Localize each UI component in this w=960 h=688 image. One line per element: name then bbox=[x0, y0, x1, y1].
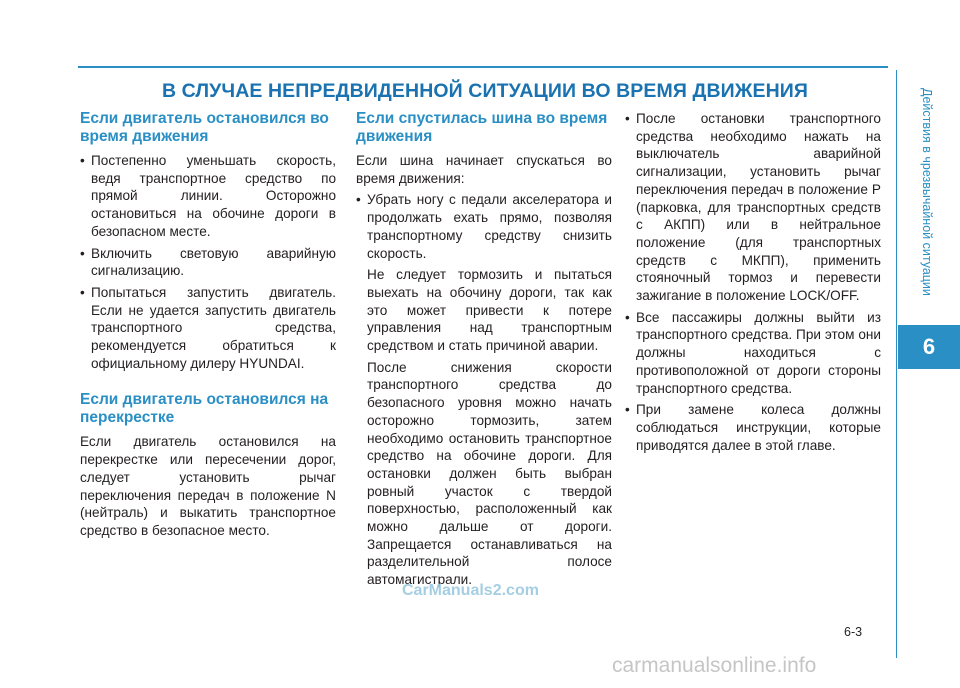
bullet-icon: • bbox=[625, 402, 630, 418]
column-1 bbox=[80, 110, 336, 540]
list-item: • Убрать ногу с педали акселератора и продолжать ехать прямо, позволяя транспортному средству снизить скорость. bbox=[356, 192, 612, 261]
top-rule bbox=[78, 66, 888, 68]
bullet-icon: • bbox=[80, 153, 85, 168]
note-paragraph-stopping: После снижения скорости транспортного средства до безопасного уровня можно начать осторожно тормозить, затем необходимо остановить транспортное средство на обочине дороги. Для остановки должен быть выбран ровный участок с твердой поверхностью, расположенный как можно дальше от дороги. Запрещается останавливаться на разделительной полосе автомагистрали. bbox=[367, 359, 612, 588]
watermark-carmanuals2: CarManuals2.com bbox=[402, 582, 539, 599]
bullet-list bbox=[356, 191, 612, 262]
watermark-carmanualsonline: carmanualsonline.info bbox=[612, 654, 817, 677]
page-number: 6-3 bbox=[844, 625, 863, 639]
list-item: • Постепенно уменьшать скорость, ведя транспортное средство по прямой линии. Осторожно остановиться на обочине дороги в безопасном месте. bbox=[80, 153, 336, 239]
bullet-list bbox=[625, 110, 881, 454]
column-2 bbox=[356, 110, 612, 593]
column-3 bbox=[625, 110, 881, 458]
intro-paragraph: Если шина начинает спускаться во время движения: bbox=[356, 153, 612, 186]
bullet-icon: • bbox=[625, 309, 630, 325]
page-title: В СЛУЧАЕ НЕПРЕДВИДЕННОЙ СИТУАЦИИ ВО ВРЕМЯ ДВИЖЕНИЯ bbox=[161, 80, 809, 102]
list-item: • Включить световую аварийную сигнализацию. bbox=[80, 245, 336, 279]
section-heading-flat-tire: Если спустилась шина во время движения bbox=[356, 110, 608, 145]
list-item: • Попытаться запустить двигатель. Если не удается запустить двигатель транспортного средства, рекомендуется обратиться к официальному дилеру HYUNDAI. bbox=[80, 284, 336, 371]
chapter-tab bbox=[898, 325, 960, 369]
note-paragraph-braking: Не следует тормозить и пытаться выехать на обочину дороги, так как это может привести к потере управления над транспортным средством и стать причиной аварии. bbox=[367, 267, 612, 354]
chapter-number: 6 bbox=[922, 334, 936, 359]
bullet-list bbox=[80, 152, 336, 372]
body-paragraph: Если двигатель остановился на перекрестке или пересечении дорог, следует установить рычаг переключения передач в положение N (нейтраль) и выкатить транспортное средство в безопасное место. bbox=[80, 434, 336, 538]
chapter-side-label: Действия в чрезвычайной ситуации bbox=[920, 88, 934, 296]
bullet-icon: • bbox=[356, 192, 361, 208]
list-item: • Все пассажиры должны выйти из транспортного средства. При этом они должны находиться с противоположной от дороги стороны транспортного средства. bbox=[625, 309, 881, 396]
side-rule bbox=[896, 70, 897, 658]
section-heading-engine-stopped-driving: Если двигатель остановился во время движения bbox=[80, 110, 329, 145]
bullet-icon: • bbox=[625, 111, 630, 126]
section-heading-engine-stopped-intersection: Если двигатель остановился на перекрестке bbox=[80, 391, 329, 426]
list-item: • После остановки транспортного средства необходимо нажать на выключатель аварийной сигнализации, установить рычаг переключения передач в положение P (парковка, для транспортных средств с АКПП) или в нейтральное положение (для транспортных средств с МКПП), применить стояночный тормоз и перевести зажигание в положение LOCK/OFF. bbox=[625, 111, 881, 304]
list-item: • При замене колеса должны соблюдаться инструкции, которые приводятся далее в этой главе. bbox=[625, 402, 881, 453]
bullet-icon: • bbox=[80, 284, 85, 300]
bullet-icon: • bbox=[80, 245, 85, 261]
